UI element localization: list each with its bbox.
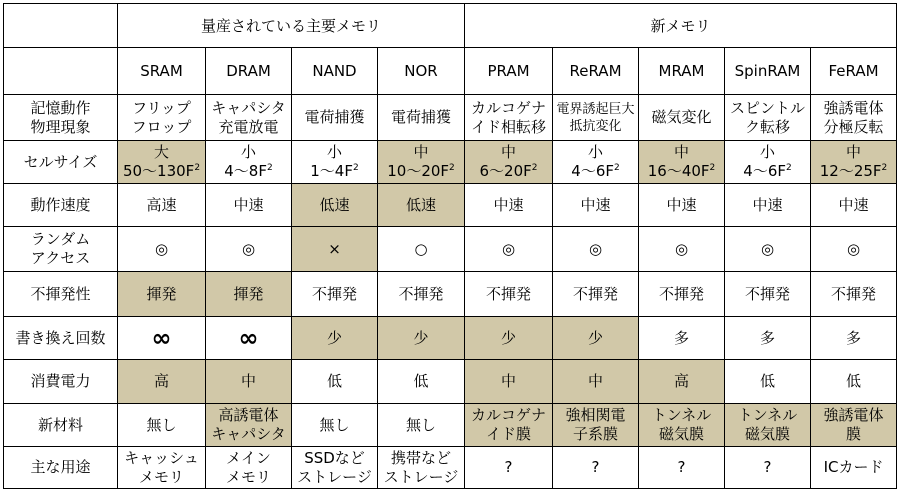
row-label-random-access: ランダム アクセス — [4, 227, 118, 272]
cellsize-level: 中 — [413, 143, 429, 161]
cell-physics-reram: 電界誘起巨大 抵抗変化 — [553, 95, 639, 141]
cell-rewrite-spinram: 多 — [725, 317, 811, 360]
cell-physics-mram: 磁気変化 — [639, 95, 725, 141]
cellsize-exponent: 2 — [881, 163, 888, 173]
cell-random-nor: ○ — [378, 227, 465, 272]
cell-power-sram: 高 — [118, 360, 206, 404]
cellsize-level: 小 — [240, 143, 256, 161]
cellsize-exponent: 2 — [352, 163, 359, 173]
cell-volatility-sram: 揮発 — [118, 272, 206, 317]
column-header-row — [4, 48, 897, 95]
cellsize-level: 小 — [588, 143, 604, 161]
cellsize-range: 16〜40F — [647, 162, 710, 180]
cell-usage-mram: ? — [639, 447, 725, 489]
cell-material-sram: 無し — [118, 404, 206, 447]
cell-volatility-spinram: 不揮発 — [725, 272, 811, 317]
col-header-mram: MRAM — [639, 48, 725, 95]
cellsize-range: 4〜8F — [224, 162, 267, 180]
row-label-cellsize: セルサイズ — [4, 141, 118, 184]
cell-usage-spinram: ? — [725, 447, 811, 489]
corner-cell — [4, 48, 118, 95]
cell-random-nand: × — [292, 227, 378, 272]
cell-usage-feram: ICカード — [811, 447, 897, 489]
col-header-sram: SRAM — [118, 48, 206, 95]
cell-rewrite-feram: 多 — [811, 317, 897, 360]
cell-physics-feram: 強誘電体 分極反転 — [811, 95, 897, 141]
col-header-reram: ReRAM — [553, 48, 639, 95]
cell-material-feram: 強誘電体 膜 — [811, 404, 897, 447]
cell-power-reram: 中 — [553, 360, 639, 404]
cell-material-pram: カルコゲナ イド膜 — [465, 404, 553, 447]
row-label-usage: 主な用途 — [4, 447, 118, 489]
cellsize-range: 10〜20F — [387, 162, 450, 180]
cell-power-pram: 中 — [465, 360, 553, 404]
cell-usage-sram: キャッシュ メモリ — [118, 447, 206, 489]
cell-random-feram: ◎ — [811, 227, 897, 272]
cell-cellsize-feram — [811, 141, 897, 184]
cell-speed-sram: 高速 — [118, 184, 206, 227]
cellsize-range: 12〜25F — [819, 162, 882, 180]
cell-random-spinram: ◎ — [725, 227, 811, 272]
cell-cellsize-nor — [378, 141, 465, 184]
cell-volatility-feram: 不揮発 — [811, 272, 897, 317]
cell-usage-reram: ? — [553, 447, 639, 489]
group-new-header: 新メモリ — [465, 4, 897, 48]
cell-rewrite-nand: 少 — [292, 317, 378, 360]
cell-rewrite-pram: 少 — [465, 317, 553, 360]
cell-physics-pram: カルコゲナ イド相転移 — [465, 95, 553, 141]
cell-random-mram: ◎ — [639, 227, 725, 272]
cell-random-pram: ◎ — [465, 227, 553, 272]
cell-random-reram: ◎ — [553, 227, 639, 272]
cellsize-exponent: 2 — [194, 163, 201, 173]
row-label-speed: 動作速度 — [4, 184, 118, 227]
cell-volatility-nand: 不揮発 — [292, 272, 378, 317]
group-existing-header: 量産されている主要メモリ — [118, 4, 465, 48]
cell-volatility-reram: 不揮発 — [553, 272, 639, 317]
cellsize-level: 小 — [326, 143, 342, 161]
cell-material-nor: 無し — [378, 404, 465, 447]
cell-speed-feram: 中速 — [811, 184, 897, 227]
row-speed — [4, 184, 897, 227]
row-material — [4, 404, 897, 447]
cell-volatility-nor: 不揮発 — [378, 272, 465, 317]
row-usage — [4, 447, 897, 489]
cell-cellsize-pram — [465, 141, 553, 184]
cellsize-exponent: 2 — [709, 163, 716, 173]
cell-speed-mram: 中速 — [639, 184, 725, 227]
cell-physics-spinram: スピントル ク転移 — [725, 95, 811, 141]
row-rewrite-count — [4, 317, 897, 360]
cell-material-mram: トンネル 磁気膜 — [639, 404, 725, 447]
cell-cellsize-reram — [553, 141, 639, 184]
cell-speed-dram: 中速 — [206, 184, 292, 227]
cell-speed-spinram: 中速 — [725, 184, 811, 227]
cell-speed-nor: 低速 — [378, 184, 465, 227]
cell-physics-dram: キャパシタ 充電放電 — [206, 95, 292, 141]
row-volatility — [4, 272, 897, 317]
row-random-access — [4, 227, 897, 272]
cellsize-range: 6〜20F — [479, 162, 532, 180]
cellsize-level: 小 — [760, 143, 776, 161]
cellsize-exponent: 2 — [531, 163, 538, 173]
cell-speed-pram: 中速 — [465, 184, 553, 227]
cellsize-range: 50〜130F — [122, 162, 195, 180]
cellsize-level: 中 — [501, 143, 517, 161]
cell-usage-dram: メイン メモリ — [206, 447, 292, 489]
cell-rewrite-reram: 少 — [553, 317, 639, 360]
cell-usage-nor: 携帯など ストレージ — [378, 447, 465, 489]
group-header-row — [4, 4, 897, 48]
cellsize-exponent: 2 — [786, 163, 792, 173]
cell-physics-nor: 電荷捕獲 — [378, 95, 465, 141]
cell-volatility-dram: 揮発 — [206, 272, 292, 317]
col-header-nand: NAND — [292, 48, 378, 95]
memory-comparison-table — [3, 3, 897, 489]
cell-material-reram: 強相関電 子系膜 — [553, 404, 639, 447]
cellsize-exponent: 2 — [614, 163, 620, 173]
cell-speed-nand: 低速 — [292, 184, 378, 227]
cell-power-dram: 中 — [206, 360, 292, 404]
col-header-nor: NOR — [378, 48, 465, 95]
cell-speed-reram: 中速 — [553, 184, 639, 227]
cell-cellsize-mram — [639, 141, 725, 184]
cell-cellsize-sram — [118, 141, 206, 184]
cell-power-nor: 低 — [378, 360, 465, 404]
cell-usage-pram: ? — [465, 447, 553, 489]
cellsize-level: 中 — [846, 143, 862, 161]
col-header-pram: PRAM — [465, 48, 553, 95]
row-label-volatility: 不揮発性 — [4, 272, 118, 317]
cell-material-dram: 高誘電体 キャパシタ — [206, 404, 292, 447]
corner-cell — [4, 4, 118, 48]
row-label-power: 消費電力 — [4, 360, 118, 404]
cell-random-sram: ◎ — [118, 227, 206, 272]
cell-random-dram: ◎ — [206, 227, 292, 272]
cell-rewrite-sram: ∞ — [118, 317, 206, 360]
cell-cellsize-spinram — [725, 141, 811, 184]
cell-volatility-mram: 不揮発 — [639, 272, 725, 317]
cell-usage-nand: SSDなど ストレージ — [292, 447, 378, 489]
row-label-rewrite-count: 書き換え回数 — [4, 317, 118, 360]
cell-power-nand: 低 — [292, 360, 378, 404]
cell-power-feram: 低 — [811, 360, 897, 404]
cell-cellsize-dram — [206, 141, 292, 184]
cell-physics-nand: 電荷捕獲 — [292, 95, 378, 141]
row-physics — [4, 95, 897, 141]
cell-rewrite-mram: 多 — [639, 317, 725, 360]
cell-power-spinram: 低 — [725, 360, 811, 404]
cellsize-exponent: 2 — [449, 163, 455, 173]
cell-material-spinram: トンネル 磁気膜 — [725, 404, 811, 447]
row-label-material: 新材料 — [4, 404, 118, 447]
col-header-dram: DRAM — [206, 48, 292, 95]
cellsize-level: 大 — [153, 143, 169, 161]
cell-rewrite-dram: ∞ — [206, 317, 292, 360]
cell-power-mram: 高 — [639, 360, 725, 404]
cellsize-level: 中 — [674, 143, 690, 161]
cell-material-nand: 無し — [292, 404, 378, 447]
row-power — [4, 360, 897, 404]
row-label-physics: 記憶動作 物理現象 — [4, 95, 118, 141]
cellsize-range: 4〜6F — [743, 162, 786, 180]
cell-physics-sram: フリップ フロップ — [118, 95, 206, 141]
cell-volatility-pram: 不揮発 — [465, 272, 553, 317]
cell-cellsize-nand — [292, 141, 378, 184]
cell-rewrite-nor: 少 — [378, 317, 465, 360]
cellsize-exponent: 2 — [266, 163, 273, 173]
cellsize-range: 4〜6F — [571, 162, 614, 180]
cellsize-range: 1〜4F — [310, 162, 353, 180]
col-header-feram: FeRAM — [811, 48, 897, 95]
row-cellsize — [4, 141, 897, 184]
col-header-spinram: SpinRAM — [725, 48, 811, 95]
